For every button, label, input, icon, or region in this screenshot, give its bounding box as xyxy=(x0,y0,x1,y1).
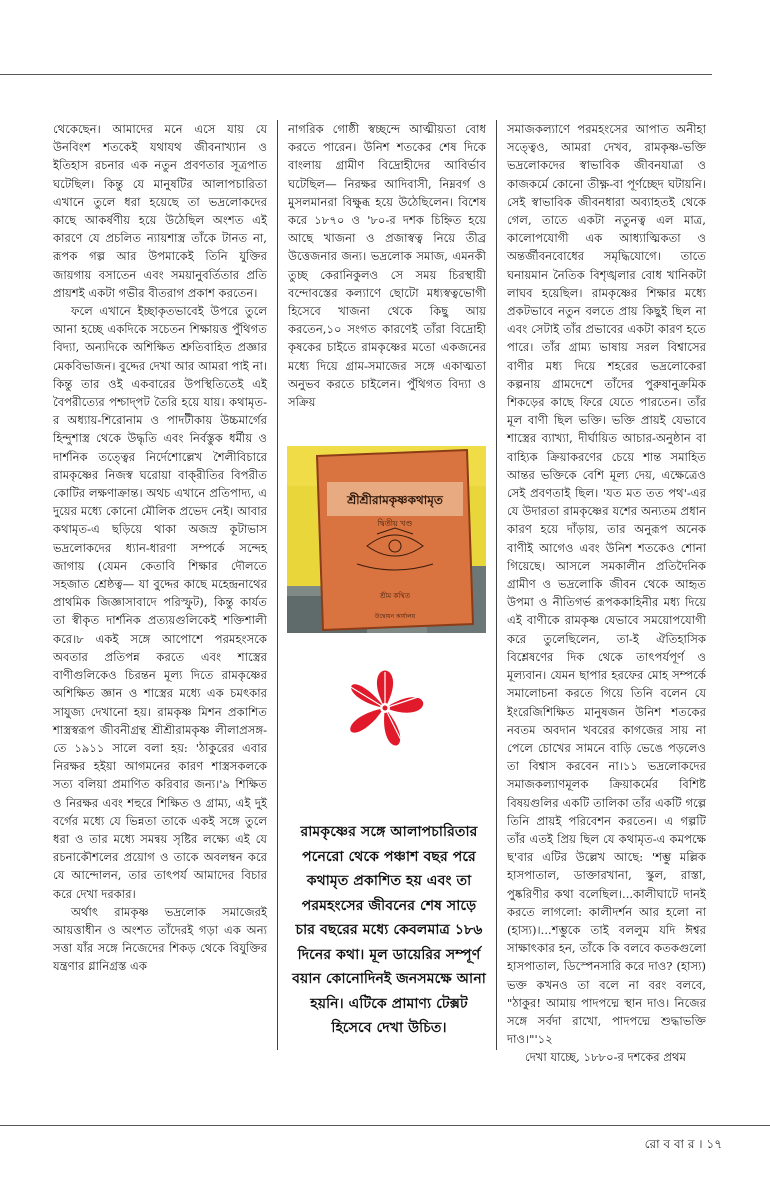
article-column-3 xyxy=(507,120,706,1065)
book-title: শ্রীশ্রীরামকৃষ্ণকথামৃত xyxy=(347,493,443,507)
book-photo-image xyxy=(287,446,486,633)
paragraph: নাগরিক গোষ্ঠী স্বচ্ছন্দে আত্মীয়তা বোধ করতে পারেন। উনিশ শতকের শেষ দিকে বাংলায় গ্রামীণ বিদ্রোহীদের আবির্ভাব ঘটেছিল— নিরক্ষর আদিবাসী, নিম্নবর্গ ও মুসলমানরা বিক্ষুব্ধ হয়ে উঠেছিলেন। বিশেষ করে ১৮৭০ ও '৮০-র দশক চিহ্নিত হয়ে আছে খাজনা ও প্রজাস্বত্ব নিয়ে তীব্র উত্তেজনার জন্য। ভদ্রলোক সমাজ, এমনকী তুচ্ছ কেরানিকুলও সে সময় চিরস্থায়ী বন্দোবস্তের কল্যাণে ছোটো মধ্যস্বত্বভোগী হিসেবে খাজনা থেকে কিছু আয় করতেন,১০ সংগত কারণেই তাঁরা বিদ্রোহী কৃষকের চাইতে রামকৃষ্ণের মতো একজনের মধ্যে দিয়ে গ্রাম-সমাজের সঙ্গে একাত্মতা অনুভব করতে চাইলেন। পুঁথিগত বিদ্যা ও সক্রিয় xyxy=(288,122,486,410)
paragraph: অর্থাৎ রামকৃষ্ণ ভদ্রলোক সমাজেরই আয়ত্তাধীন ও অংশত তাঁদেরই গড়া এক অন্য সত্তা যাঁর সঙ্গে নিজেদের শিকড় থেকে বিযুক্তির যন্ত্রণার গ্লানিগ্রস্ত এক xyxy=(53,904,267,974)
magazine-name: রো ব বা র xyxy=(644,1137,695,1151)
column-divider xyxy=(496,120,497,1050)
footer-rule xyxy=(0,1125,770,1126)
paragraph: ফলে এখানে ইচ্ছাকৃতভাবেই উপরে তুলে আনা হচ্ছে একদিকে সচেতন শিক্ষায়ত্ত পুঁথিগত বিদ্যা, অন্যদিকে অশিক্ষিত শ্রুতিবাহিত প্রজ্ঞার মেকবিভাজন। বুদ্দের দেখা আর আমরা পাই না। কিন্তু তার ওই একবারের উপস্থিতিতেই এই বৈপরীত্যের পশ্চাদ্‌পট তৈরি হয়ে যায়। কথামৃত-র অধ্যায়-শিরোনাম ও পাদটীকায় উচ্চমার্গের হিন্দুশাস্ত্র থেকে উদ্ধৃতি এবং নির্বস্তুক ধর্মীয় ও দার্শনিক তত্ত্বের নির্দেশোল্লেখ শৈলীবিচারে রামকৃষ্ণের নিজস্ব ঘরোয়া বাক্‌রীতির বিপরীত কোটির লক্ষণাক্রান্ত। অথচ এখানে প্রতিপাদ্য, এ দুয়ের মধ্যে কোনো মৌলিক প্রভেদ নেই। আবার কথামৃত-এ ছড়িয়ে থাকা অজস্র কূটাভাস ভদ্রলোকদের ধ্যান-ধারণা সম্পর্কে সন্দেহ জাগায় (যেমন কেতাবি শিক্ষার দৌলতে সহজাত শ্রেষ্ঠত্ব— যা বুদ্দের কাছে মহেন্দ্রনাথের প্রাথমিক জিজ্ঞাসাবাদে পরিস্ফুট), কিন্তু কার্যত তা স্বীকৃত দার্শনিক প্রত্যয়গুলিকেই শক্তিশালী করে।৮ একই সঙ্গে আপোশে পরমহংসকে অবতার প্রতিপন্ন করতে এবং শাস্ত্রের বাণীগুলিকেও চিরন্তন মূল্য দিতে রামকৃষ্ণের অশিক্ষিত জ্ঞান ও শাস্ত্রের মধ্যে এক চমৎকার সাযুজ্য দেখানো হয়। রামকৃষ্ণ মিশন প্রকাশিত শাস্ত্রস্বরূপ জীবনীগ্রন্থ শ্রীশ্রীরামকৃষ্ণ লীলাপ্রসঙ্গ-তে ১৯১১ সালে বলা হয়: 'ঠাকুরের এবার নিরক্ষর হইয়া আগমনের কারণ শাস্ত্রসকলকে সত্য বলিয়া প্রমাণিত করিবার জন্য।'৯ শিক্ষিত ও নিরক্ষর এবং শহুরে শিক্ষিত ও গ্রাম্য, এই দুই বর্গের মধ্যে যে ভিন্নতা তাকে একই সঙ্গে তুলে ধরা ও তার মধ্যে সমন্বয় সৃষ্টির লক্ষ্যে এই যে রচনাকৌশলের প্রয়োগ ও তাকে অবলম্বন করে যে আন্দোলন, তার তাৎপর্য আমাদের বিচার করে দেখা দরকার। xyxy=(53,304,267,901)
folio xyxy=(645,1136,722,1156)
paragraph: সমাজকল্যাণে পরমহংসের আপাত অনীহা সত্ত্বেও, আমরা দেখব, রামকৃষ্ণ-ভক্তি ভদ্রলোকদের স্বাভাবিক জীবনযাত্রা ও কাজকর্মে কোনো তীক্ষ্ণ-বা পূর্ণচ্ছেদ ঘটায়নি। সেই স্বাভাবিক জীবনধারা অব্যাহতই থেকে গেল, তাতে একটা নতুনত্ব এল মাত্র, কালোপযোগী এক আধ্যাত্মিকতা ও অন্তর্জীবনবোধের সমৃদ্ধিযোগে। তাতে ঘনায়মান নৈতিক বিশৃঙ্খলার বোধ খানিকটা লাঘব হয়েছিল। রামকৃষ্ণের শিক্ষার মধ্যে প্রকটভাবে নতুন বলতে প্রায় কিছুই ছিল না এবং সেটাই তাঁর প্রভাবের একটা কারণ হতে পারে। তাঁর গ্রাম্য ভাষায় সরল বিশ্বাসের বাণীর মধ্য দিয়ে শহরের ভদ্রলোকেরা কল্পনায় গ্রামদেশে তাঁদের পুরুষানুক্রমিক শিকড়ের কাছে ফিরে যেতে পারতেন। তাঁর মূল বাণী ছিল ভক্তি। ভক্তি প্রায়ই যেভাবে শাস্ত্রের ব্যাখ্যা, দীর্ঘায়িত আচার-অনুষ্ঠান বা বাহ্যিক ক্রিয়াকরণের চেয়ে শান্ত সমাহিত আন্তর ভক্তিকে বেশি মূল্য দেয়, এক্ষেত্রেও সেই প্রবণতাই ছিল। 'যত মত তত পথ'-এর যে উদারতা রামকৃষ্ণের যশের অন্যতম প্রধান কারণ হয়ে দাঁড়ায়, তার অনুরূপ অনেক বাণীই আগেও এবং উনিশ শতকেও শোনা গিয়েছে। আসলে সমকালীন প্রতিদৈনিক গ্রামীণ ও ভদ্রলোকি জীবন থেকে আহৃত উপমা ও নীতিগর্ভ রূপককাহিনীর মধ্য দিয়ে এই বাণীকে রামকৃষ্ণ যেভাবে সময়োপযোগী করে তুলেছিলেন, তা-ই ঐতিহাসিক বিশ্লেষণের দিক থেকে তাৎপর্যপূর্ণ ও মূল্যবান। যেমন ছাপার হরফের মোহ সম্পর্কে সমালোচনা করতে গিয়ে তিনি বলেন যে ইংরেজিশিক্ষিত মানুষজন উনিশ শতকের নবতম অবদান খবরের কাগজের সায় না পেলে চোখের সামনে বাড়ি ভেঙে পড়লেও তা বিশ্বাস করবেন না।১১ ভদ্রলোকদের সমাজকল্যাণমূলক ক্রিয়াকর্মের বিশিষ্ট বিষয়গুলির একটি তালিকা তাঁর একটি গল্পে তিনি প্রায়ই পরিবেশন করতেন। এ গল্পটি তাঁর এতই প্রিয় ছিল যে কথামৃত-এ কমপক্ষে ছ'বার এটির উল্লেখ আছে: 'শম্ভু মল্লিক হাসপাতাল, ডাক্তারখানা, স্কুল, রাস্তা, পুষ্করিণীর কথা বলেছিল।...কালীঘাটে দানই করতে লাগলো: কালীদর্শন আর হলো না (হাস্য)।...শম্ভুকে তাই বললুম যদি ঈশ্বর সাক্ষাৎকার হন, তাঁকে কি বলবে কতকগুলো হাসপাতাল, ডিস্পেনসারি করে দাও? (হাস্য) ভক্ত কখনও তা বলে না বরং বলবে, "ঠাকুর! আমায় পাদপদ্মে স্থান দাও। নিজের সঙ্গে সর্বদা রাখো, পাদপদ্মে শুদ্ধাভক্তি দাও।"'১২ xyxy=(507,122,706,1047)
paragraph: থেকেছেন। আমাদের মনে এসে যায় যে উনবিংশ শতকেই যথাযথ জীবনাখ্যান ও ইতিহাস রচনার এক নতুন প্রবণতার সূত্রপাত ঘটেছিল। কিন্তু যে মানুষটির আলাপচারিতা এখানে তুলে ধরা হয়েছে তা ভদ্রলোকদের কাছে আকর্ষণীয় হয়ে উঠেছিল অংশত এই কারণে যে প্রচলিত ন্যায়শাস্ত্র তাঁকে টানত না, রূপক গল্প আর উপমাকেই তিনি যুক্তির জায়গায় বসাতেন এবং সময়ানুবর্তিতার প্রতি প্রায়শই একটা গভীর বীতরাগ প্রকাশ করতেন। xyxy=(53,122,267,300)
folio-separator: । xyxy=(698,1137,707,1151)
book-photo xyxy=(287,446,486,633)
article-column-2 xyxy=(288,120,486,420)
column-divider xyxy=(277,120,278,1050)
top-rule xyxy=(0,74,712,75)
pull-quote: রামকৃষ্ণের সঙ্গে আলাপচারিতার পনেরো থেকে পঞ্চাশ বছর পরে কথামৃত প্রকাশিত হয় এবং তা পরমহংসের জীবনের শেষ সাড়ে চার বছরের মধ্যে কেবলমাত্র ১৮৬ দিনের কথা। মূল ডায়েরির সম্পূর্ণ বয়ান কোনোদিনই জনসমক্ষে আনা হয়নি। এটিকে প্রামাণ্য টেক্সট হিসেবে দেখা উচিত। xyxy=(292,824,486,1036)
article-column-1 xyxy=(53,120,267,1025)
hibiscus-icon xyxy=(337,658,433,758)
paragraph: দেখা যাচ্ছে, ১৮৮০-র দশকের প্রথম xyxy=(525,1050,686,1065)
book-subtitle: দ্বিতীয় খণ্ড xyxy=(377,519,413,528)
book-author: শ্রীম কথিত xyxy=(379,592,411,600)
book-publisher: উদ্বোধন কার্যালয় xyxy=(374,613,416,620)
page-number: ১৭ xyxy=(706,1137,722,1151)
